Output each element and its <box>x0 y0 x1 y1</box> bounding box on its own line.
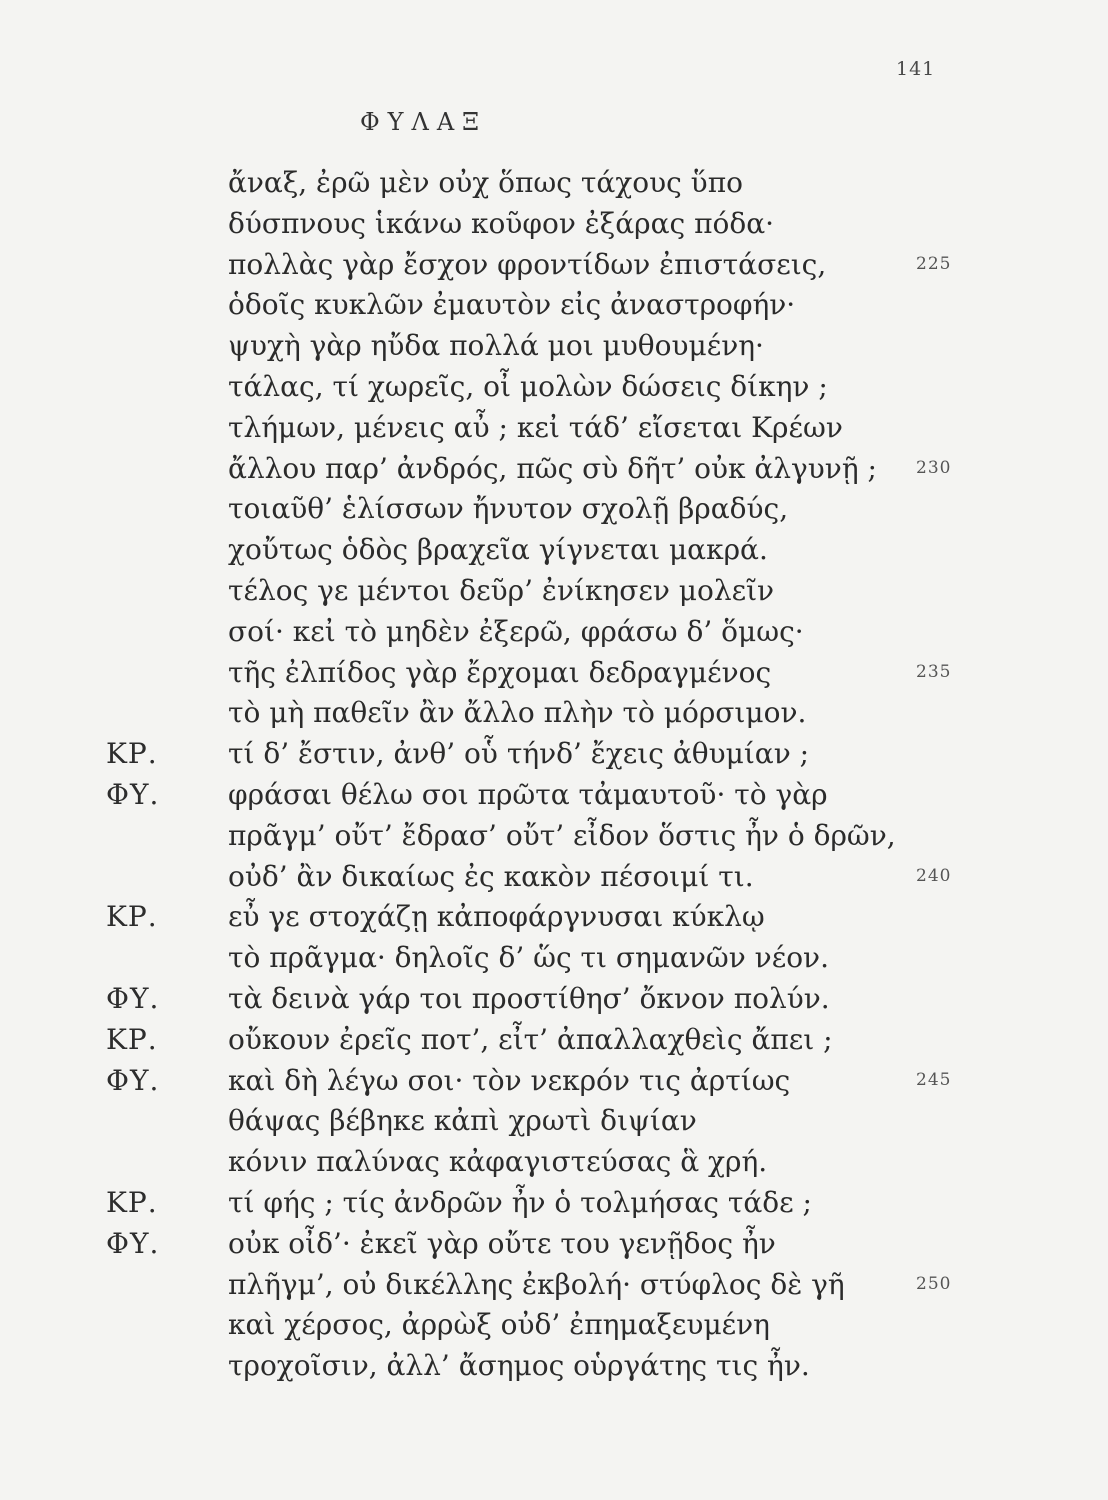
speaker-label: ΚΡ. <box>106 900 158 934</box>
verse-line <box>0 1145 1108 1191</box>
verse-line <box>0 207 1108 253</box>
verse-text: δύσπνους ἱκάνω κοῦφον ἐξάρας πόδα· <box>228 206 775 240</box>
line-number: 240 <box>916 865 952 886</box>
verse-text: τί φής ; τίς ἀνδρῶν ἦν ὁ τολμήσας τάδε ; <box>228 1186 812 1219</box>
line-number: 245 <box>916 1069 952 1090</box>
line-number: 250 <box>916 1273 952 1294</box>
verse-text: πολλὰς γὰρ ἔσχον φροντίδων ἐπιστάσεις, <box>228 247 827 281</box>
verse-text: οὔκουν ἐρεῖς ποτ’, εἶτ’ ἀπαλλαχθεὶς ἄπει ; <box>228 1022 833 1056</box>
verse-text: τροχοῖσιν, ἀλλ’ ἄσημος οὑργάτης τις ἦν. <box>228 1349 810 1383</box>
verse-text: εὖ γε στοχάζῃ κἀποφάργνυσαι κύκλῳ <box>228 900 765 934</box>
verse-line <box>0 1227 1108 1273</box>
verse-line <box>0 288 1108 334</box>
verse-line <box>0 533 1108 579</box>
verse-text: τέλος γε μέντοι δεῦρ’ ἐνίκησεν μολεῖν <box>228 574 775 607</box>
speaker-label: ΦΥ. <box>106 778 160 811</box>
speaker-label: ΚΡ. <box>106 737 158 771</box>
verse-text: πλῆγμ’, οὐ δικέλλης ἐκβολή· στύφλος δὲ γῆ <box>228 1267 845 1301</box>
verse-line <box>0 1186 1108 1232</box>
speaker-label: ΚΡ. <box>106 1186 158 1219</box>
verse-line <box>0 329 1108 375</box>
verse-line <box>0 615 1108 661</box>
verse-line <box>0 1308 1108 1354</box>
verse-text: φράσαι θέλω σοι πρῶτα τἀμαυτοῦ· τὸ γὰρ <box>228 778 828 811</box>
verse-line <box>0 982 1108 1028</box>
speaker-label: ΦΥ. <box>106 1226 160 1260</box>
verse-line <box>0 1104 1108 1150</box>
verse-line <box>0 492 1108 538</box>
verse-text: τὸ πρᾶγμα· δηλοῖς δ’ ὥς τι σημανῶν νέον. <box>228 941 829 975</box>
verse-text: θάψας βέβηκε κἀπὶ χρωτὶ διψίαν <box>228 1104 697 1138</box>
verse-line <box>0 1023 1108 1069</box>
verse-line <box>0 411 1108 457</box>
verse-line <box>0 860 1108 906</box>
verse-line <box>0 941 1108 987</box>
verse-text: πρᾶγμ’ οὔτ’ ἔδρασ’ οὔτ’ εἶδον ὅστις ἦν ὁ δρῶν, <box>228 818 896 852</box>
speaker-label: ΦΥ. <box>106 982 160 1015</box>
verse-text: τοιαῦθ’ ἑλίσσων ἤνυτον σχολῇ βραδύς, <box>228 492 789 526</box>
verse-text: χοὔτως ὁδὸς βραχεῖα γίγνεται μακρά. <box>228 533 768 567</box>
verse-text: τί δ’ ἔστιν, ἀνθ’ οὗ τήνδ’ ἔχεις ἀθυμίαν ; <box>228 737 810 771</box>
verse-text: τῆς ἐλπίδος γὰρ ἔρχομαι δεδραγμένος <box>228 655 772 689</box>
verse-text: κόνιν παλύνας κἀφαγιστεύσας ἃ χρή. <box>228 1145 768 1179</box>
verse-text: ὁδοῖς κυκλῶν ἐμαυτὸν εἰς ἀναστροφήν· <box>228 288 796 322</box>
speaker-label: ΚΡ. <box>106 1022 158 1056</box>
verse-line <box>0 248 1108 294</box>
verse-line <box>0 819 1108 865</box>
verse-text: τλήμων, μένεις αὖ ; κεἰ τάδ’ εἴσεται Κρέων <box>228 410 843 444</box>
verse-line <box>0 574 1108 620</box>
verse-line <box>0 737 1108 783</box>
speaker-heading: ΦΥΛΑΞ <box>360 108 488 136</box>
verse-text: καὶ χέρσος, ἀρρὼξ οὐδ’ ἐπημαξευμένη <box>228 1308 770 1342</box>
verse-text: καὶ δὴ λέγω σοι· τὸν νεκρόν τις ἀρτίως <box>228 1063 791 1097</box>
line-number: 235 <box>916 661 952 682</box>
verse-line <box>0 1268 1108 1314</box>
verse-line <box>0 900 1108 946</box>
speaker-label: ΦΥ. <box>106 1063 160 1097</box>
verse-line <box>0 452 1108 498</box>
verse-text: τὸ μὴ παθεῖν ἂν ἄλλο πλὴν τὸ μόρσιμον. <box>228 696 807 730</box>
verse-text: οὐκ οἶδ’· ἐκεῖ γὰρ οὔτε του γενῇδος ἦν <box>228 1226 776 1260</box>
verse-line <box>0 1349 1108 1395</box>
verse-text: τὰ δεινὰ γάρ τοι προστίθησ’ ὄκνον πολύν. <box>228 982 830 1015</box>
line-number: 230 <box>916 457 952 478</box>
line-number: 225 <box>916 253 952 274</box>
verse-text: ἄλλου παρ’ ἀνδρός, πῶς σὺ δῆτ’ οὐκ ἀλγυνῇ ; <box>228 451 877 485</box>
verse-line <box>0 778 1108 824</box>
verse-line <box>0 370 1108 416</box>
verse-line <box>0 656 1108 702</box>
page-number: 141 <box>896 58 936 80</box>
verse-text: τάλας, τί χωρεῖς, οἶ μολὼν δώσεις δίκην ; <box>228 370 828 403</box>
verse-text: ἄναξ, ἐρῶ μὲν οὐχ ὅπως τάχους ὕπο <box>228 166 743 199</box>
verse-text: ψυχὴ γὰρ ηὔδα πολλά μοι μυθουμένη· <box>228 329 764 363</box>
verse-text: σοί· κεἰ τὸ μηδὲν ἐξερῶ, φράσω δ’ ὅμως· <box>228 614 804 648</box>
verse-line <box>0 696 1108 742</box>
verse-text: οὐδ’ ἂν δικαίως ἐς κακὸν πέσοιμί τι. <box>228 859 754 893</box>
verse-line <box>0 1064 1108 1110</box>
verse-line <box>0 166 1108 212</box>
